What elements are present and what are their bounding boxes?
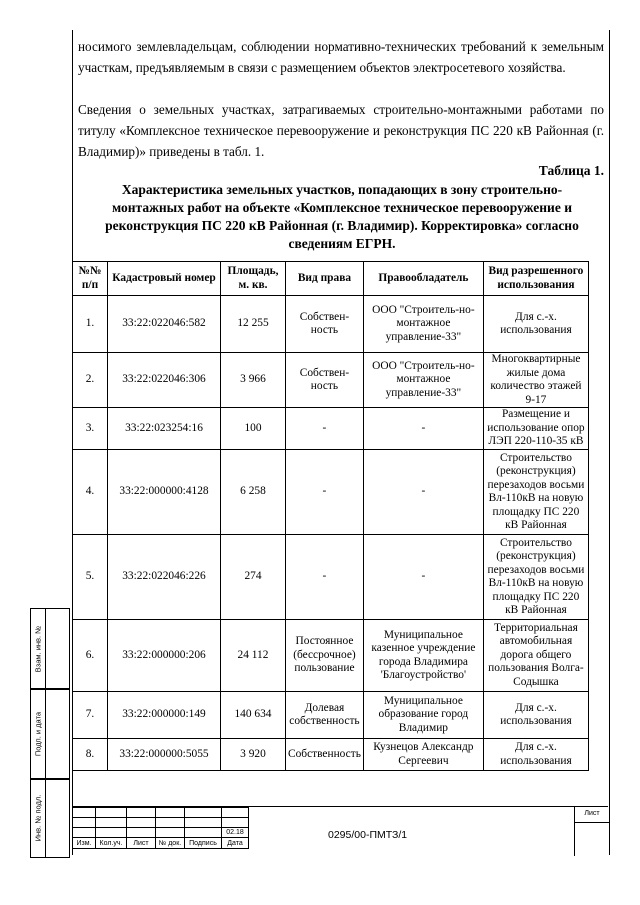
cell-num: 6. [73,620,108,692]
stamp-col-doc: № док. [156,838,185,849]
cell-right-type: Собствен-ность [286,296,364,353]
cell-right-type: Долевая собственность [286,692,364,739]
land-plots-table [72,261,589,771]
side-label-inventory: Инв. № подл. [33,794,43,842]
cell-right-type: - [286,450,364,535]
header-right-type: Вид права [286,262,364,296]
cell-right-type: Постоянное (бессрочное) пользование [286,620,364,692]
stamp-col-date: Дата [222,838,249,849]
cell-area: 140 634 [221,692,286,739]
cell-num: 3. [73,408,108,450]
cell-holder: - [363,450,483,535]
table-row [73,353,589,408]
header-cadastral: Кадастровый номер [108,262,221,296]
header-area: Площадь, м. кв. [221,262,286,296]
cell-area: 24 112 [221,620,286,692]
cell-num: 8. [73,739,108,771]
cell-area: 3 920 [221,739,286,771]
stamp-date-value: 02.18 [222,828,249,838]
title-block-grid [72,807,249,849]
cell-usage: Для с.-х. использования [483,296,588,353]
cell-num: 7. [73,692,108,739]
cell-area: 3 966 [221,353,286,408]
cell-usage: Строительство (реконструкция) перезаходов восьми Вл-110кВ на новую площадку ПС 220 кВ Районная [483,450,588,535]
paragraph-2: Сведения о земельных участках, затрагиваемых строительно-монтажными работами по титулу «Комплексное техническое перевооружение и реконструкция ПС 220 кВ Районная (г. Владимир)» приведены в табл. 1. [78,102,604,159]
cell-num: 1. [73,296,108,353]
side-stamp-signature [30,688,70,780]
stamp-col-signature: Подпись [185,838,222,849]
cell-usage: Строительство (реконструкция) перезаходов восьми Вл-110кВ на новую площадку ПС 220 кВ Районная [483,535,588,620]
stamp-col-sheet: Лист [127,838,156,849]
cell-cadastral: 33:22:023254:16 [108,408,221,450]
cell-cadastral: 33:22:000000:4128 [108,450,221,535]
document-code: 0295/00-ПМТЗ/1 [328,829,408,841]
table-row [73,450,589,535]
cell-usage: Территориальная автомобильная дорога общего пользования Волга-Содышка [483,620,588,692]
cell-holder: - [363,535,483,620]
table-row [73,296,589,353]
side-label-replacement: Взам. инв. № [33,625,43,673]
cell-cadastral: 33:22:022046:226 [108,535,221,620]
table-row [73,739,589,771]
paragraph-1: носимого землевладельцам, соблюдении нормативно-технических требований к земельным участкам, предъявляемым в связи с размещением объектов электросетевого хозяйства. [78,39,604,75]
sheet-number-box [574,806,609,856]
cell-area: 100 [221,408,286,450]
cell-cadastral: 33:22:000000:5055 [108,739,221,771]
cell-usage: Размещение и использование опор ЛЭП 220-110-35 кВ [483,408,588,450]
cell-right-type: Собственность [286,739,364,771]
header-holder: Правообладатель [363,262,483,296]
header-num: №№ п/п [73,262,108,296]
cell-right-type: - [286,408,364,450]
cell-cadastral: 33:22:022046:582 [108,296,221,353]
cell-area: 12 255 [221,296,286,353]
cell-usage: Многоквартирные жилые дома количество этажей 9-17 [483,353,588,408]
table-title: Характеристика земельных участков, попадающих в зону строительно-монтажных работ на объекте «Комплексное техническое перевооружение и реконструкция ПС 220 кВ Районная (г. Владимир). Корректировка» согласно сведениям ЕГРН. [105,182,579,251]
side-stamp-inventory [30,778,70,858]
cell-num: 2. [73,353,108,408]
table-row [73,692,589,739]
table-row [73,408,589,450]
table-row [73,535,589,620]
side-stamp-replacement [30,608,70,690]
cell-right-type: Собствен-ность [286,353,364,408]
cell-holder: Муниципальное казенное учреждение города Владимира 'Благоустройство' [363,620,483,692]
cell-usage: Для с.-х. использования [483,739,588,771]
table-header-row [73,262,589,296]
cell-cadastral: 33:22:000000:149 [108,692,221,739]
cell-holder: ООО "Строитель-но-монтажное управление-33" [363,296,483,353]
cell-right-type: - [286,535,364,620]
sheet-label: Лист [575,806,609,823]
cell-num: 4. [73,450,108,535]
table-row [73,620,589,692]
stamp-col-change: Изм. [73,838,96,849]
cell-holder: Кузнецов Александр Сергеевич [363,739,483,771]
cell-num: 5. [73,535,108,620]
table-caption: Таблица 1. [538,163,604,178]
cell-cadastral: 33:22:022046:306 [108,353,221,408]
cell-usage: Для с.-х. использования [483,692,588,739]
cell-cadastral: 33:22:000000:206 [108,620,221,692]
cell-holder: Муниципальное образование город Владимир [363,692,483,739]
header-usage: Вид разрешенного использования [483,262,588,296]
cell-holder: ООО "Строитель-но-монтажное управление-33" [363,353,483,408]
stamp-col-count: Кол.уч. [96,838,127,849]
cell-area: 274 [221,535,286,620]
cell-holder: - [363,408,483,450]
cell-area: 6 258 [221,450,286,535]
side-label-signature: Подп. и дата [33,711,43,757]
